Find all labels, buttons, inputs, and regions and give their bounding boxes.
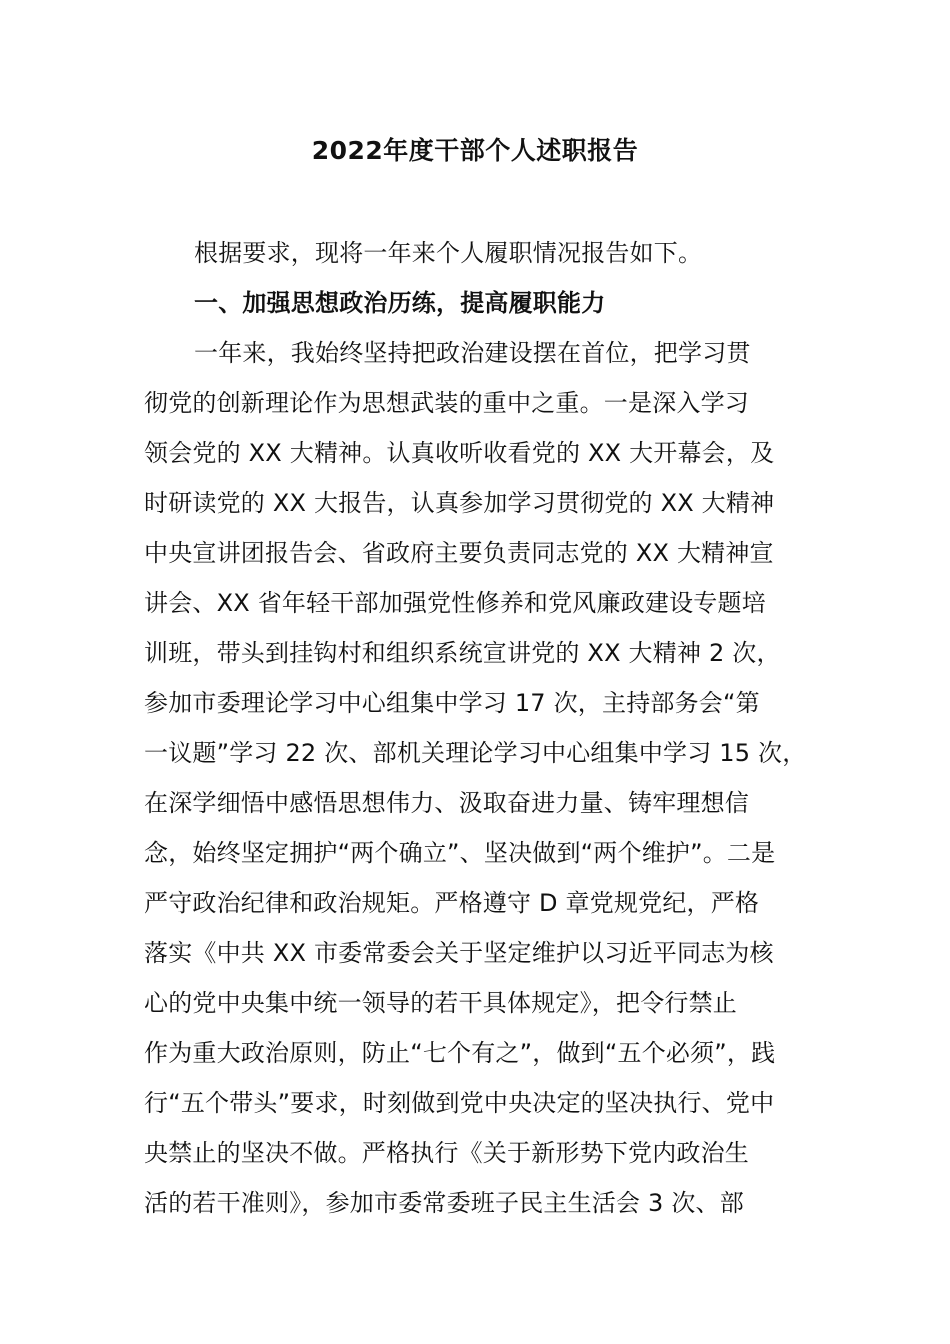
paragraph-line: 一年来，我始终坚持把政治建设摆在首位，把学习贯 [194, 339, 751, 367]
paragraph-line: 时研读党的 XX 大报告，认真参加学习贯彻党的 XX 大精神 [144, 489, 775, 517]
paragraph-line: 中央宣讲团报告会、省政府主要负责同志党的 XX 大精神宣 [144, 539, 774, 567]
paragraph-line: 行“五个带头”要求，时刻做到党中央决定的坚决执行、党中 [144, 1089, 775, 1117]
paragraph-line: 讲会、XX 省年轻干部加强党性修养和党风廉政建设专题培 [144, 589, 766, 617]
paragraph-line: 参加市委理论学习中心组集中学习 17 次，主持部务会“第 [144, 689, 760, 717]
paragraph-line: 严守政治纪律和政治规矩。严格遵守 D 章党规党纪，严格 [144, 889, 760, 917]
paragraph-line: 念，始终坚定拥护“两个确立”、坚决做到“两个维护”。二是 [144, 839, 776, 867]
paragraph-line: 作为重大政治原则，防止“七个有之”，做到“五个必须”，践 [144, 1039, 776, 1067]
intro-paragraph: 根据要求，现将一年来个人履职情况报告如下。 [194, 239, 703, 267]
paragraph-line: 训班，带头到挂钩村和组织系统宣讲党的 XX 大精神 2 次， [144, 639, 781, 667]
document-body [144, 228, 834, 1228]
paragraph-line: 彻党的创新理论作为思想武装的重中之重。一是深入学习 [144, 389, 749, 417]
paragraph-line: 活的若干准则》，参加市委常委班子民主生活会 3 次、部 [144, 1189, 744, 1217]
paragraph-line: 在深学细悟中感悟思想伟力、汲取奋进力量、铸牢理想信 [144, 789, 749, 817]
paragraph-line: 央禁止的坚决不做。严格执行《关于新形势下党内政治生 [144, 1139, 749, 1167]
paragraph-line: 落实《中共 XX 市委常委会关于坚定维护以习近平同志为核 [144, 939, 774, 967]
document-title: 2022年度干部个人述职报告 [311, 136, 639, 165]
paragraph-line: 领会党的 XX 大精神。认真收听收看党的 XX 大开幕会，及 [144, 439, 775, 467]
paragraph-line: 一议题”学习 22 次、部机关理论学习中心组集中学习 15 次， [144, 739, 807, 767]
paragraph-line: 心的党中央集中统一领导的若干具体规定》，把令行禁止 [144, 989, 737, 1017]
section-heading: 一、加强思想政治历练，提高履职能力 [194, 289, 606, 317]
